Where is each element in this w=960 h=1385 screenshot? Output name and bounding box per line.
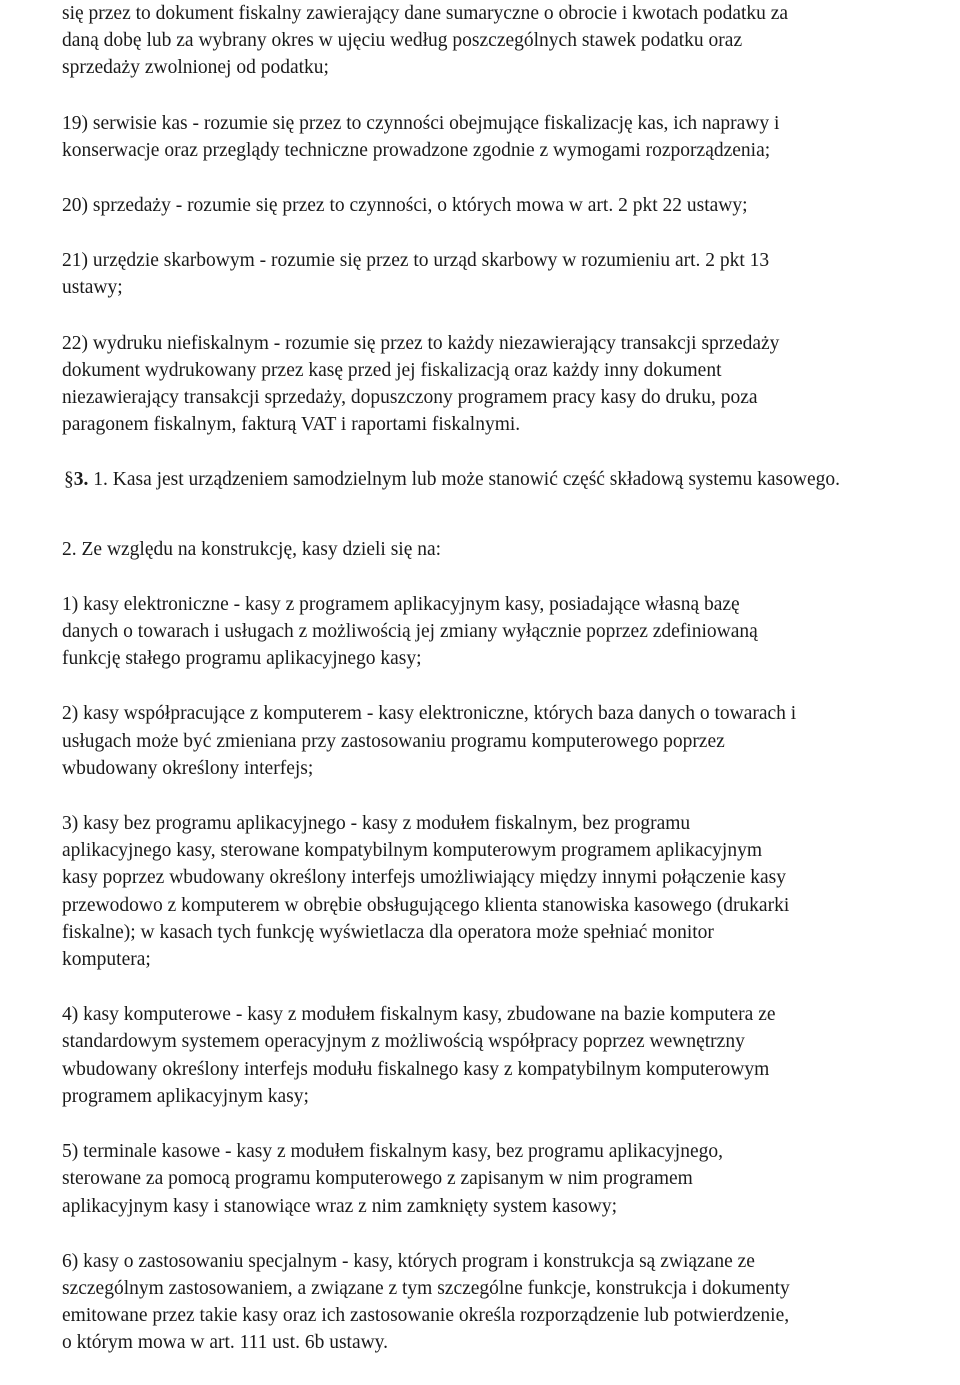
document-body xyxy=(62,0,958,1385)
paragraph-def-18-tail xyxy=(62,0,958,82)
section-3-paragraph-1 xyxy=(62,466,958,493)
text-line: 21) urzędzie skarbowym - rozumie się przez to urząd skarbowy w rozumieniu art. 2 pkt 13 xyxy=(62,250,770,272)
text-line: sprzedaży zwolnionej od podatku; xyxy=(62,57,329,79)
text-line: konserwacje oraz przeglądy techniczne prowadzone zgodnie z wymogami rozporządzenia; xyxy=(62,139,771,161)
text-line: programem aplikacyjnym kasy; xyxy=(62,1085,309,1107)
section-number: 3. xyxy=(73,469,89,491)
text-line: ustawy; xyxy=(62,277,123,299)
section-symbol: § xyxy=(64,469,74,491)
text-line: fiskalne); w kasach tych funkcję wyświetlacza dla operatora może spełniać monitor xyxy=(62,921,714,943)
list-item-kasy-6 xyxy=(62,1248,958,1357)
text-line xyxy=(62,466,958,493)
text-line: standardowym systemem operacyjnym z możliwością współpracy poprzez wewnętrzny xyxy=(62,1031,745,1053)
text-line: emitowane przez takie kasy oraz ich zastosowanie określa rozporządzenie lub potwierdzenie, xyxy=(62,1305,790,1327)
text-line: usługach może być zmieniana przy zastosowaniu programu komputerowego poprzez xyxy=(62,730,725,752)
list-item-kasy-4 xyxy=(62,1001,958,1110)
section-3-paragraph-2 xyxy=(62,536,958,563)
text-line: sterowane za pomocą programu komputerowego z zapisanym w nim programem xyxy=(62,1168,693,1190)
text-line: aplikacyjnego kasy, sterowane kompatybilnym komputerowym programem aplikacyjnym xyxy=(62,840,763,862)
list-item-kasy-5 xyxy=(62,1138,958,1220)
text-line: 2) kasy współpracujące z komputerem - kasy elektroniczne, których baza danych o towarach i xyxy=(62,703,797,725)
paragraph-def-21 xyxy=(62,247,958,301)
text-line: funkcję stałego programu aplikacyjnego kasy; xyxy=(62,648,422,670)
text-line: przewodowo z komputerem w obrębie obsługującego klienta stanowiska kasowego (drukarki xyxy=(62,894,790,916)
paragraph-def-19 xyxy=(62,110,958,164)
text-line: niezawierający transakcji sprzedaży, dopuszczony programem pracy kasy do druku, poza xyxy=(62,387,758,409)
paragraph-def-22 xyxy=(62,330,958,439)
text-line: aplikacyjnym kasy i stanowiące wraz z nim zamknięty system kasowy; xyxy=(62,1195,618,1217)
text-line: o którym mowa w art. 111 ust. 6b ustawy. xyxy=(62,1332,389,1354)
text-line: 2. Ze względu na konstrukcję, kasy dzieli się na: xyxy=(62,538,442,560)
text-line: 20) sprzedaży - rozumie się przez to czynności, o których mowa w art. 2 pkt 22 ustawy; xyxy=(62,195,748,217)
text-line: wbudowany określony interfejs modułu fiskalnego kasy z kompatybilnym komputerowym xyxy=(62,1058,770,1080)
text-line: 22) wydruku niefiskalnym - rozumie się przez to każdy niezawierający transakcji sprzedaży xyxy=(62,332,780,354)
list-item-kasy-3 xyxy=(62,810,958,973)
text-line: się przez to dokument fiskalny zawierający dane sumaryczne o obrocie i kwotach podatku za xyxy=(62,3,789,24)
text-line: kasy poprzez wbudowany określony interfejs umożliwiający między innymi połączenie kasy xyxy=(62,867,786,889)
list-item-kasy-2 xyxy=(62,700,958,782)
text-line: komputera; xyxy=(62,949,151,971)
text-line: 19) serwisie kas - rozumie się przez to czynności obejmujące fiskalizację kas, ich naprawy i xyxy=(62,112,780,134)
text-line: szczególnym zastosowaniem, a związane z tym szczególne funkcje, konstrukcja i dokumenty xyxy=(62,1277,790,1299)
text-line: 5) terminale kasowe - kasy z modułem fiskalnym kasy, bez programu aplikacyjnego, xyxy=(62,1141,723,1163)
list-item-kasy-1 xyxy=(62,591,958,673)
text-line: daną dobę lub za wybrany okres w ujęciu według poszczególnych stawek podatku oraz xyxy=(62,30,743,52)
text-line: dokument wydrukowany przez kasę przed jej fiskalizacją oraz każdy inny dokument xyxy=(62,359,722,381)
paragraph-def-20 xyxy=(62,192,958,219)
text-line: paragonem fiskalnym, fakturą VAT i raportami fiskalnymi. xyxy=(62,414,521,436)
text-line: 3) kasy bez programu aplikacyjnego - kasy z modułem fiskalnym, bez programu xyxy=(62,813,691,835)
section-text: 1. Kasa jest urządzeniem samodzielnym lub może stanowić część składową systemu kasowego. xyxy=(88,469,840,491)
text-line: 6) kasy o zastosowaniu specjalnym - kasy, których program i konstrukcja są związane ze xyxy=(62,1250,755,1272)
text-line: danych o towarach i usługach z możliwością jej zmiany wyłącznie poprzez zdefiniowaną xyxy=(62,621,758,643)
text-line: wbudowany określony interfejs; xyxy=(62,757,314,779)
text-line: 4) kasy komputerowe - kasy z modułem fiskalnym kasy, zbudowane na bazie komputera ze xyxy=(62,1004,776,1026)
text-line: 1) kasy elektroniczne - kasy z programem aplikacyjnym kasy, posiadające własną bazę xyxy=(62,593,740,615)
